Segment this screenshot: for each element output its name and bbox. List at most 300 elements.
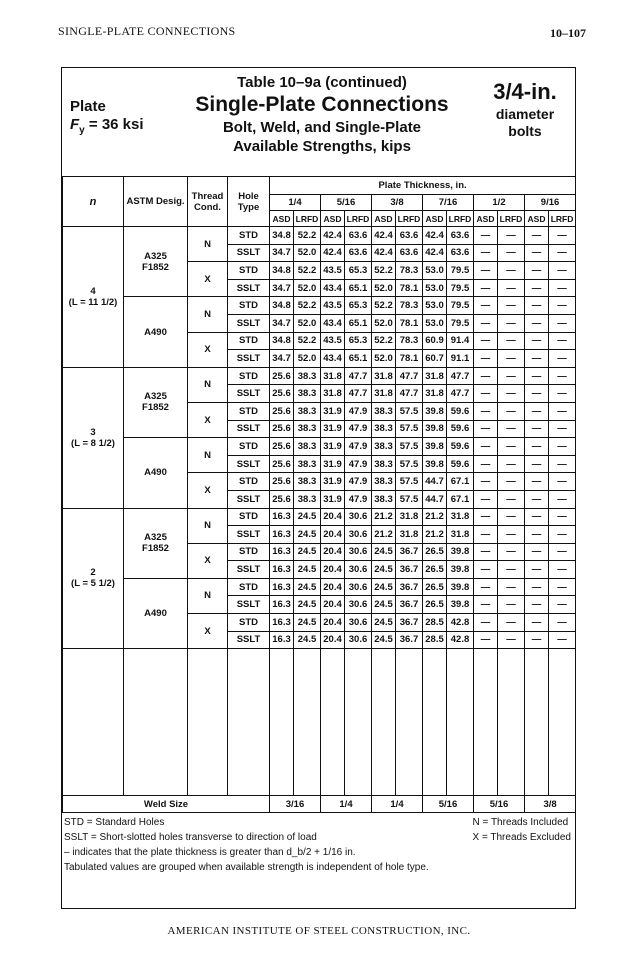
dash-cell: — xyxy=(498,314,525,332)
value-cell: 47.9 xyxy=(345,473,372,491)
dash-cell: — xyxy=(498,332,525,350)
astm-designation: A490 xyxy=(144,326,167,338)
value-cell: 36.7 xyxy=(396,543,423,561)
hole-type-cell: SSLT xyxy=(228,526,270,544)
title-area xyxy=(62,68,575,176)
dash-cell: — xyxy=(549,438,576,456)
astm-designation: A325 xyxy=(144,532,167,544)
dash-cell: — xyxy=(525,596,549,614)
dash-cell: — xyxy=(498,526,525,544)
value-cell: 16.3 xyxy=(270,543,294,561)
dash-cell: — xyxy=(525,244,549,262)
col-header-astm: ASTM Desig. xyxy=(124,177,188,227)
dash-cell: — xyxy=(498,473,525,491)
dash-cell: — xyxy=(474,262,498,280)
value-cell: 16.3 xyxy=(270,614,294,632)
thread-cell: X xyxy=(188,332,228,367)
hole-type-cell: SSLT xyxy=(228,596,270,614)
col-header-hole: Hole Type xyxy=(228,177,270,227)
blank-cell xyxy=(321,649,345,796)
value-cell: 39.8 xyxy=(447,561,474,579)
note-line: SSLT = Short-slotted holes transverse to direction of load xyxy=(64,832,317,843)
value-cell: 39.8 xyxy=(447,596,474,614)
value-cell: 38.3 xyxy=(294,420,321,438)
dash-cell: — xyxy=(525,297,549,315)
page-number: 10–107 xyxy=(550,26,586,40)
asd-header: ASD xyxy=(321,211,345,227)
hole-type-cell: STD xyxy=(228,543,270,561)
dash-cell: — xyxy=(498,578,525,596)
value-cell: 28.5 xyxy=(423,631,447,649)
lrfd-header: LRFD xyxy=(396,211,423,227)
dash-cell: — xyxy=(549,631,576,649)
value-cell: 57.5 xyxy=(396,455,423,473)
value-cell: 38.3 xyxy=(372,438,396,456)
table-row xyxy=(63,438,576,456)
table-row xyxy=(63,508,576,526)
value-cell: 65.1 xyxy=(345,350,372,368)
value-cell: 78.3 xyxy=(396,262,423,280)
value-cell: 47.7 xyxy=(396,367,423,385)
value-cell: 47.9 xyxy=(345,490,372,508)
thread-cell: N xyxy=(188,297,228,332)
dash-cell: — xyxy=(549,561,576,579)
value-cell: 65.1 xyxy=(345,279,372,297)
weld-size-value: 5/16 xyxy=(423,796,474,813)
value-cell: 36.7 xyxy=(396,614,423,632)
dash-cell: — xyxy=(525,490,549,508)
dash-cell: — xyxy=(549,578,576,596)
astm-designation: F1852 xyxy=(142,261,169,273)
hole-type-cell: STD xyxy=(228,614,270,632)
value-cell: 59.6 xyxy=(447,402,474,420)
value-cell: 65.3 xyxy=(345,297,372,315)
value-cell: 52.0 xyxy=(372,279,396,297)
value-cell: 30.6 xyxy=(345,596,372,614)
lrfd-header: LRFD xyxy=(498,211,525,227)
value-cell: 21.2 xyxy=(372,526,396,544)
value-cell: 34.7 xyxy=(270,244,294,262)
value-cell: 24.5 xyxy=(294,561,321,579)
thickness-header: 5/16 xyxy=(321,195,372,211)
dash-cell: — xyxy=(474,438,498,456)
value-cell: 78.1 xyxy=(396,279,423,297)
dash-cell: — xyxy=(549,227,576,245)
dash-cell: — xyxy=(498,262,525,280)
blank-cell xyxy=(396,649,423,796)
value-cell: 39.8 xyxy=(447,543,474,561)
hole-type-cell: SSLT xyxy=(228,350,270,368)
hole-type-cell: SSLT xyxy=(228,490,270,508)
value-cell: 36.7 xyxy=(396,631,423,649)
dash-cell: — xyxy=(474,526,498,544)
thread-cell: N xyxy=(188,578,228,613)
thickness-header: 1/4 xyxy=(270,195,321,211)
value-cell: 59.6 xyxy=(447,438,474,456)
hole-type-cell: STD xyxy=(228,297,270,315)
dash-cell: — xyxy=(498,596,525,614)
dash-cell: — xyxy=(525,367,549,385)
value-cell: 24.5 xyxy=(294,578,321,596)
value-cell: 20.4 xyxy=(321,508,345,526)
value-cell: 53.0 xyxy=(423,262,447,280)
hole-type-cell: STD xyxy=(228,227,270,245)
astm-designation: A325 xyxy=(144,250,167,262)
thread-cell: N xyxy=(188,438,228,473)
value-cell: 30.6 xyxy=(345,543,372,561)
value-cell: 36.7 xyxy=(396,561,423,579)
value-cell: 31.9 xyxy=(321,473,345,491)
bolt-label: bolts xyxy=(508,123,542,139)
value-cell: 42.4 xyxy=(423,227,447,245)
value-cell: 30.6 xyxy=(345,578,372,596)
dash-cell: — xyxy=(525,227,549,245)
value-cell: 38.3 xyxy=(372,455,396,473)
astm-cell xyxy=(124,438,188,508)
bolt-count: 2 xyxy=(90,567,96,579)
value-cell: 53.0 xyxy=(423,297,447,315)
value-cell: 31.9 xyxy=(321,438,345,456)
value-cell: 24.5 xyxy=(294,614,321,632)
astm-cell xyxy=(124,227,188,297)
dash-cell: — xyxy=(525,455,549,473)
plate-length: (L = 11 1/2) xyxy=(68,296,118,308)
dash-cell: — xyxy=(549,543,576,561)
value-cell: 63.6 xyxy=(447,244,474,262)
value-cell: 25.6 xyxy=(270,385,294,403)
bolt-spec xyxy=(481,78,569,140)
hole-type-cell: STD xyxy=(228,367,270,385)
dash-cell: — xyxy=(525,350,549,368)
dash-cell: — xyxy=(549,297,576,315)
blank-cell xyxy=(270,649,294,796)
thread-cell: X xyxy=(188,402,228,437)
value-cell: 36.7 xyxy=(396,596,423,614)
thread-cell: N xyxy=(188,227,228,262)
table-frame xyxy=(61,67,576,909)
astm-designation: A490 xyxy=(144,467,167,479)
lrfd-header: LRFD xyxy=(294,211,321,227)
thread-cell: X xyxy=(188,543,228,578)
value-cell: 63.6 xyxy=(447,227,474,245)
dash-cell: — xyxy=(498,402,525,420)
value-cell: 24.5 xyxy=(372,561,396,579)
plate-spec xyxy=(70,98,144,140)
value-cell: 47.7 xyxy=(345,385,372,403)
blank-cell xyxy=(63,649,124,796)
value-cell: 24.5 xyxy=(294,631,321,649)
hole-type-cell: STD xyxy=(228,578,270,596)
hole-type-cell: SSLT xyxy=(228,455,270,473)
value-cell: 60.7 xyxy=(423,350,447,368)
value-cell: 52.0 xyxy=(294,350,321,368)
value-cell: 31.9 xyxy=(321,490,345,508)
dash-cell: — xyxy=(549,385,576,403)
dash-cell: — xyxy=(498,490,525,508)
dash-cell: — xyxy=(525,262,549,280)
value-cell: 39.8 xyxy=(423,420,447,438)
value-cell: 60.9 xyxy=(423,332,447,350)
value-cell: 38.3 xyxy=(294,473,321,491)
dash-cell: — xyxy=(474,490,498,508)
value-cell: 47.9 xyxy=(345,402,372,420)
plate-length: (L = 8 1/2) xyxy=(71,437,115,449)
value-cell: 78.3 xyxy=(396,332,423,350)
blank-cell xyxy=(498,649,525,796)
dash-cell: — xyxy=(549,402,576,420)
value-cell: 78.1 xyxy=(396,350,423,368)
value-cell: 31.9 xyxy=(321,402,345,420)
blank-cell xyxy=(525,649,549,796)
weld-size-value: 5/16 xyxy=(474,796,525,813)
dash-cell: — xyxy=(474,402,498,420)
blank-cell xyxy=(447,649,474,796)
value-cell: 59.6 xyxy=(447,455,474,473)
value-cell: 43.5 xyxy=(321,297,345,315)
blank-cell xyxy=(294,649,321,796)
note-line: STD = Standard Holes xyxy=(64,817,165,828)
value-cell: 47.7 xyxy=(345,367,372,385)
value-cell: 43.5 xyxy=(321,262,345,280)
note-line: X = Threads Excluded xyxy=(472,832,571,843)
value-cell: 38.3 xyxy=(294,490,321,508)
value-cell: 42.4 xyxy=(423,244,447,262)
value-cell: 39.8 xyxy=(423,455,447,473)
dash-cell: — xyxy=(474,420,498,438)
value-cell: 34.8 xyxy=(270,227,294,245)
value-cell: 79.5 xyxy=(447,297,474,315)
hole-type-cell: SSLT xyxy=(228,631,270,649)
value-cell: 43.4 xyxy=(321,350,345,368)
value-cell: 34.8 xyxy=(270,332,294,350)
hole-type-cell: STD xyxy=(228,332,270,350)
bolt-count-cell xyxy=(63,227,124,368)
value-cell: 78.1 xyxy=(396,314,423,332)
dash-cell: — xyxy=(498,420,525,438)
value-cell: 42.4 xyxy=(321,227,345,245)
value-cell: 20.4 xyxy=(321,561,345,579)
astm-cell xyxy=(124,297,188,367)
dash-cell: — xyxy=(549,508,576,526)
dash-cell: — xyxy=(549,596,576,614)
value-cell: 67.1 xyxy=(447,490,474,508)
dash-cell: — xyxy=(474,297,498,315)
blank-cell xyxy=(474,649,498,796)
dash-cell: — xyxy=(549,279,576,297)
col-header-plate-thickness: Plate Thickness, in. xyxy=(270,177,576,195)
value-cell: 24.5 xyxy=(372,578,396,596)
thread-cell: X xyxy=(188,473,228,508)
weld-size-label: Weld Size xyxy=(63,796,270,813)
dash-cell: — xyxy=(549,420,576,438)
weld-size-value: 1/4 xyxy=(321,796,372,813)
asd-header: ASD xyxy=(372,211,396,227)
value-cell: 43.4 xyxy=(321,279,345,297)
value-cell: 25.6 xyxy=(270,420,294,438)
dash-cell: — xyxy=(549,614,576,632)
hole-type-cell: STD xyxy=(228,508,270,526)
thread-cell: N xyxy=(188,508,228,543)
dash-cell: — xyxy=(474,367,498,385)
value-cell: 24.5 xyxy=(294,526,321,544)
value-cell: 79.5 xyxy=(447,279,474,297)
bolt-count: 4 xyxy=(90,285,96,297)
value-cell: 26.5 xyxy=(423,543,447,561)
note-line: – indicates that the plate thickness is greater than d_b/2 + 1/16 in. xyxy=(64,847,356,858)
value-cell: 42.8 xyxy=(447,614,474,632)
bolt-count: 3 xyxy=(90,426,96,438)
value-cell: 34.8 xyxy=(270,297,294,315)
dash-cell: — xyxy=(498,614,525,632)
thread-cell: X xyxy=(188,262,228,297)
table-number: Table 10–9a (continued) xyxy=(237,74,407,91)
thickness-header: 1/2 xyxy=(474,195,525,211)
value-cell: 57.5 xyxy=(396,473,423,491)
value-cell: 30.6 xyxy=(345,561,372,579)
value-cell: 52.0 xyxy=(372,350,396,368)
value-cell: 63.6 xyxy=(345,244,372,262)
dash-cell: — xyxy=(474,314,498,332)
value-cell: 38.3 xyxy=(372,490,396,508)
value-cell: 63.6 xyxy=(396,227,423,245)
value-cell: 63.6 xyxy=(345,227,372,245)
dash-cell: — xyxy=(498,631,525,649)
value-cell: 24.5 xyxy=(294,596,321,614)
hole-type-cell: SSLT xyxy=(228,420,270,438)
value-cell: 31.8 xyxy=(447,508,474,526)
value-cell: 79.5 xyxy=(447,314,474,332)
dash-cell: — xyxy=(525,578,549,596)
value-cell: 26.5 xyxy=(423,578,447,596)
value-cell: 38.3 xyxy=(294,455,321,473)
value-cell: 47.7 xyxy=(447,385,474,403)
value-cell: 53.0 xyxy=(423,279,447,297)
hole-type-cell: STD xyxy=(228,438,270,456)
dash-cell: — xyxy=(549,244,576,262)
value-cell: 31.9 xyxy=(321,420,345,438)
value-cell: 31.8 xyxy=(321,367,345,385)
value-cell: 31.8 xyxy=(423,385,447,403)
value-cell: 42.4 xyxy=(372,244,396,262)
value-cell: 47.7 xyxy=(396,385,423,403)
dash-cell: — xyxy=(525,543,549,561)
dash-cell: — xyxy=(474,578,498,596)
weld-size-row xyxy=(63,796,576,813)
value-cell: 91.4 xyxy=(447,332,474,350)
blank-cell xyxy=(345,649,372,796)
value-cell: 67.1 xyxy=(447,473,474,491)
value-cell: 91.1 xyxy=(447,350,474,368)
value-cell: 52.0 xyxy=(294,244,321,262)
value-cell: 59.6 xyxy=(447,420,474,438)
dash-cell: — xyxy=(525,402,549,420)
blank-cell xyxy=(124,649,188,796)
asd-header: ASD xyxy=(474,211,498,227)
dash-cell: — xyxy=(498,279,525,297)
thickness-header: 3/8 xyxy=(372,195,423,211)
asd-header: ASD xyxy=(270,211,294,227)
value-cell: 57.5 xyxy=(396,438,423,456)
hole-type-cell: SSLT xyxy=(228,279,270,297)
bolt-diameter: 3/4-in. xyxy=(493,79,557,104)
dash-cell: — xyxy=(474,350,498,368)
table-main-title: Single-Plate Connections xyxy=(195,93,449,116)
astm-designation: F1852 xyxy=(142,543,169,555)
dash-cell: — xyxy=(498,350,525,368)
value-cell: 30.6 xyxy=(345,526,372,544)
value-cell: 39.8 xyxy=(447,578,474,596)
lrfd-header: LRFD xyxy=(549,211,576,227)
hole-type-cell: SSLT xyxy=(228,244,270,262)
astm-cell xyxy=(124,367,188,437)
value-cell: 25.6 xyxy=(270,490,294,508)
astm-designation: F1852 xyxy=(142,402,169,414)
value-cell: 39.8 xyxy=(423,402,447,420)
value-cell: 52.0 xyxy=(372,314,396,332)
weld-size-value: 1/4 xyxy=(372,796,423,813)
value-cell: 57.5 xyxy=(396,420,423,438)
value-cell: 20.4 xyxy=(321,596,345,614)
dash-cell: — xyxy=(549,350,576,368)
value-cell: 65.3 xyxy=(345,332,372,350)
blank-cell xyxy=(372,649,396,796)
asd-header: ASD xyxy=(525,211,549,227)
dash-cell: — xyxy=(549,262,576,280)
dash-cell: — xyxy=(549,526,576,544)
dash-cell: — xyxy=(525,385,549,403)
hole-type-cell: STD xyxy=(228,473,270,491)
value-cell: 24.5 xyxy=(372,631,396,649)
hole-type-cell: STD xyxy=(228,402,270,420)
value-cell: 30.6 xyxy=(345,614,372,632)
value-cell: 31.8 xyxy=(372,367,396,385)
table-title xyxy=(167,74,477,156)
dash-cell: — xyxy=(474,227,498,245)
table-subtitle-1: Bolt, Weld, and Single-Plate xyxy=(222,119,422,136)
value-cell: 24.5 xyxy=(372,543,396,561)
value-cell: 31.8 xyxy=(447,526,474,544)
blank-cell xyxy=(228,649,270,796)
value-cell: 57.5 xyxy=(396,490,423,508)
dash-cell: — xyxy=(525,526,549,544)
value-cell: 47.9 xyxy=(345,438,372,456)
value-cell: 52.0 xyxy=(294,314,321,332)
value-cell: 65.3 xyxy=(345,262,372,280)
value-cell: 31.8 xyxy=(321,385,345,403)
value-cell: 24.5 xyxy=(294,508,321,526)
dash-cell: — xyxy=(549,455,576,473)
dash-cell: — xyxy=(474,614,498,632)
value-cell: 31.8 xyxy=(372,385,396,403)
asd-header: ASD xyxy=(423,211,447,227)
strength-table xyxy=(62,176,576,813)
bolt-count-cell xyxy=(63,367,124,508)
dash-cell: — xyxy=(498,438,525,456)
dash-cell: — xyxy=(474,455,498,473)
value-cell: 36.7 xyxy=(396,578,423,596)
value-cell: 30.6 xyxy=(345,508,372,526)
value-cell: 52.2 xyxy=(294,262,321,280)
dash-cell: — xyxy=(549,490,576,508)
value-cell: 63.6 xyxy=(396,244,423,262)
dash-cell: — xyxy=(474,385,498,403)
value-cell: 38.3 xyxy=(372,473,396,491)
value-cell: 30.6 xyxy=(345,631,372,649)
value-cell: 47.9 xyxy=(345,420,372,438)
dash-cell: — xyxy=(525,631,549,649)
value-cell: 21.2 xyxy=(423,508,447,526)
value-cell: 38.3 xyxy=(294,367,321,385)
